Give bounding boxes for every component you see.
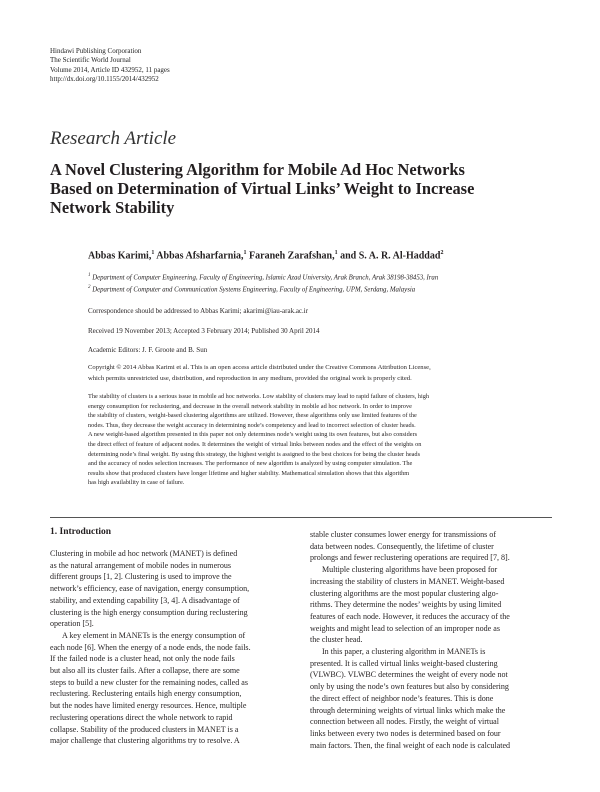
abstract-line: and the accuracy of nodes selection increases. The performance of new algorithm is analyzed by using computer simulation. The: [88, 460, 413, 468]
right-column: [310, 529, 550, 751]
body-line: presented. It is called virtual links weight-based clustering: [310, 658, 498, 668]
body-line: through determining weights of virtual links which make the: [310, 705, 506, 715]
volume-info: Volume 2014, Article ID 432952, 11 pages: [50, 65, 170, 74]
body-line: main factors. Then, the final weight of each node is calculated: [310, 740, 511, 750]
body-line: A key element in MANETs is the energy consumption of: [62, 630, 246, 640]
body-line: collapse. Stability of the produced clusters in MANET is a: [50, 724, 239, 734]
affiliation: [88, 273, 438, 281]
body-line: features of each node. However, it reduces the accuracy of the: [310, 611, 510, 621]
body-line: In this paper, a clustering algorithm in MANETs is: [322, 647, 486, 657]
title-line: Based on Determination of Virtual Links’ Weight to Increase: [50, 179, 475, 198]
copyright-line: which permits unrestricted use, distribution, and reproduction in any medium, provided the original work is properly cited.: [88, 374, 412, 382]
abstract-line: A new weight-based algorithm presented in this paper not only determines node’s weight using its own features, but also considers: [88, 431, 418, 439]
left-column: [50, 548, 290, 747]
body-line: increasing the stability of clusters in MANET. Weight-based: [310, 576, 505, 586]
abstract-line: results show that produced clusters have longer lifetime and higher stability. Mathematical simulation shows that this algorithm: [88, 469, 410, 477]
body-line: stable cluster consumes lower energy for transmissions of: [310, 530, 497, 539]
abstract-line: energy consumption for reclustering, and decrease in the overall network stability in mobile ad hoc network. In order to improve: [88, 402, 412, 410]
correspondence: Correspondence should be addressed to Abbas Karimi; akarimi@iau-arak.ac.ir: [88, 307, 309, 315]
section-divider: [50, 517, 552, 518]
body-line: stability, and extending capability [3, 4]. A disadvantage of: [50, 595, 240, 605]
affiliation-mark: 2: [88, 285, 91, 290]
affiliation: [88, 285, 415, 293]
body-line: the cluster head.: [310, 635, 363, 645]
body-line: but also all its cluster fails. After a collapse, there are some: [50, 666, 240, 676]
author-name: Abbas Karimi,: [88, 250, 152, 262]
title-line: A Novel Clustering Algorithm for Mobile Ad Hoc Networks: [50, 160, 465, 179]
doi-link[interactable]: http://dx.doi.org/10.1155/2014/432952: [50, 75, 159, 84]
abstract-line: The stability of clusters is a serious issue in mobile ad hoc networks. Low stability of clusters may lead to rapid failure of clusters, high: [88, 393, 430, 400]
body-line: only by using the node’s own features but also by considering: [310, 682, 509, 692]
body-line: reclustering operations direct the whole network to rapid: [50, 712, 233, 722]
affiliation-text: Department of Computer Engineering, Faculty of Engineering, Islamic Azad University, Arak Branch, Arak 38198-38453, Iran: [92, 274, 439, 282]
author-list: [88, 250, 443, 261]
title-line: Network Stability: [50, 198, 175, 217]
body-line: data between nodes. Consequently, the lifetime of cluster: [310, 541, 494, 551]
body-line: clustering is the high energy consumption during reclustering: [50, 607, 248, 617]
body-line: reclustering. Reclustering entails high energy consumption,: [50, 689, 242, 699]
body-line: clustering algorithms are the most popular clustering algo-: [310, 588, 499, 598]
author-name: and S. A. R. Al-Haddad: [340, 250, 441, 262]
affiliation-mark: 1: [88, 273, 91, 278]
abstract-line: determining node’s final weight. By using this strategy, the highest weight is assigned to the best choices for being the cluster heads: [88, 450, 421, 458]
author-affiliation-mark: 1: [243, 250, 247, 256]
author-name: Abbas Afsharfarnia,: [156, 250, 244, 262]
body-line: as the natural arrangement of mobile nodes in numerous: [50, 560, 231, 570]
body-line: each node [6]. When the energy of a node ends, the node fails.: [50, 642, 251, 652]
abstract: [88, 392, 553, 488]
journal-header: [50, 47, 170, 85]
copyright-line: Copyright © 2014 Abbas Karimi et al. This is an open access article distributed under the Creative Commons Attribution License,: [88, 364, 431, 371]
author-affiliation-mark: 2: [440, 250, 444, 256]
article-dates: Received 19 November 2013; Accepted 3 February 2014; Published 30 April 2014: [88, 327, 320, 335]
body-line: prolongs and fewer reclustering operations are required [7, 8].: [310, 553, 510, 563]
copyright-notice: [88, 363, 553, 384]
body-line: connection between all nodes. Firstly, the weight of virtual: [310, 717, 499, 727]
body-line: Clustering in mobile ad hoc network (MANET) is defined: [50, 549, 238, 558]
author-affiliation-mark: 1: [151, 250, 155, 256]
body-line: steps to build a new cluster for the remaining nodes, called as: [50, 677, 248, 687]
body-line: If the failed node is a cluster head, not only the node fails: [50, 654, 235, 664]
abstract-line: has high availability in case of failure.: [88, 479, 185, 487]
body-line: rithms. They determine the nodes’ weights by using limited: [310, 600, 502, 610]
abstract-line: the stability of clusters, weight-based clustering algorithms are utilized. However, these algorithms only use limited features of the: [88, 412, 417, 420]
journal-name: The Scientific World Journal: [50, 56, 131, 65]
article-type: Research Article: [50, 128, 177, 149]
body-line: Multiple clustering algorithms have been proposed for: [322, 565, 498, 575]
body-line: network’s efficiency, ease of navigation, energy consumption,: [50, 584, 250, 594]
abstract-line: nodes. Thus, they decrease the weight accuracy in determining node’s competency and lead to incorrect selection of cluster heads.: [88, 421, 416, 429]
body-line: weights and might lead to selection of an improper node as: [310, 623, 500, 633]
body-line: the direct effect of neighbor node’s features. This is done: [310, 693, 494, 703]
academic-editors: Academic Editors: J. F. Groote and B. Sun: [88, 346, 208, 354]
author-name: Faraneh Zarafshan,: [249, 250, 335, 262]
body-line: different groups [1, 2]. Clustering is used to improve the: [50, 572, 232, 582]
abstract-line: the direct effect of feature of adjacent nodes. It determines the weight of virtual links between nodes and the effect of the weights on: [88, 440, 422, 448]
body-line: major challenge that clustering algorithms try to resolve. A: [50, 736, 240, 746]
body-line: operation [5].: [50, 619, 94, 629]
paper-title: [50, 160, 560, 217]
section-heading: 1. Introduction: [50, 527, 112, 537]
affiliation-text: Department of Computer and Communication Systems Engineering, Faculty of Engineering, UPM, Serdang, Malaysia: [92, 286, 416, 294]
publisher-name: Hindawi Publishing Corporation: [50, 47, 142, 55]
body-line: (VLWBC). VLWBC determines the weight of every node not: [310, 670, 508, 680]
author-affiliation-mark: 1: [334, 250, 338, 256]
body-line: links between every two nodes is determined based on four: [310, 728, 501, 738]
body-line: but the nodes have limited energy resources. Hence, multiple: [50, 701, 247, 711]
